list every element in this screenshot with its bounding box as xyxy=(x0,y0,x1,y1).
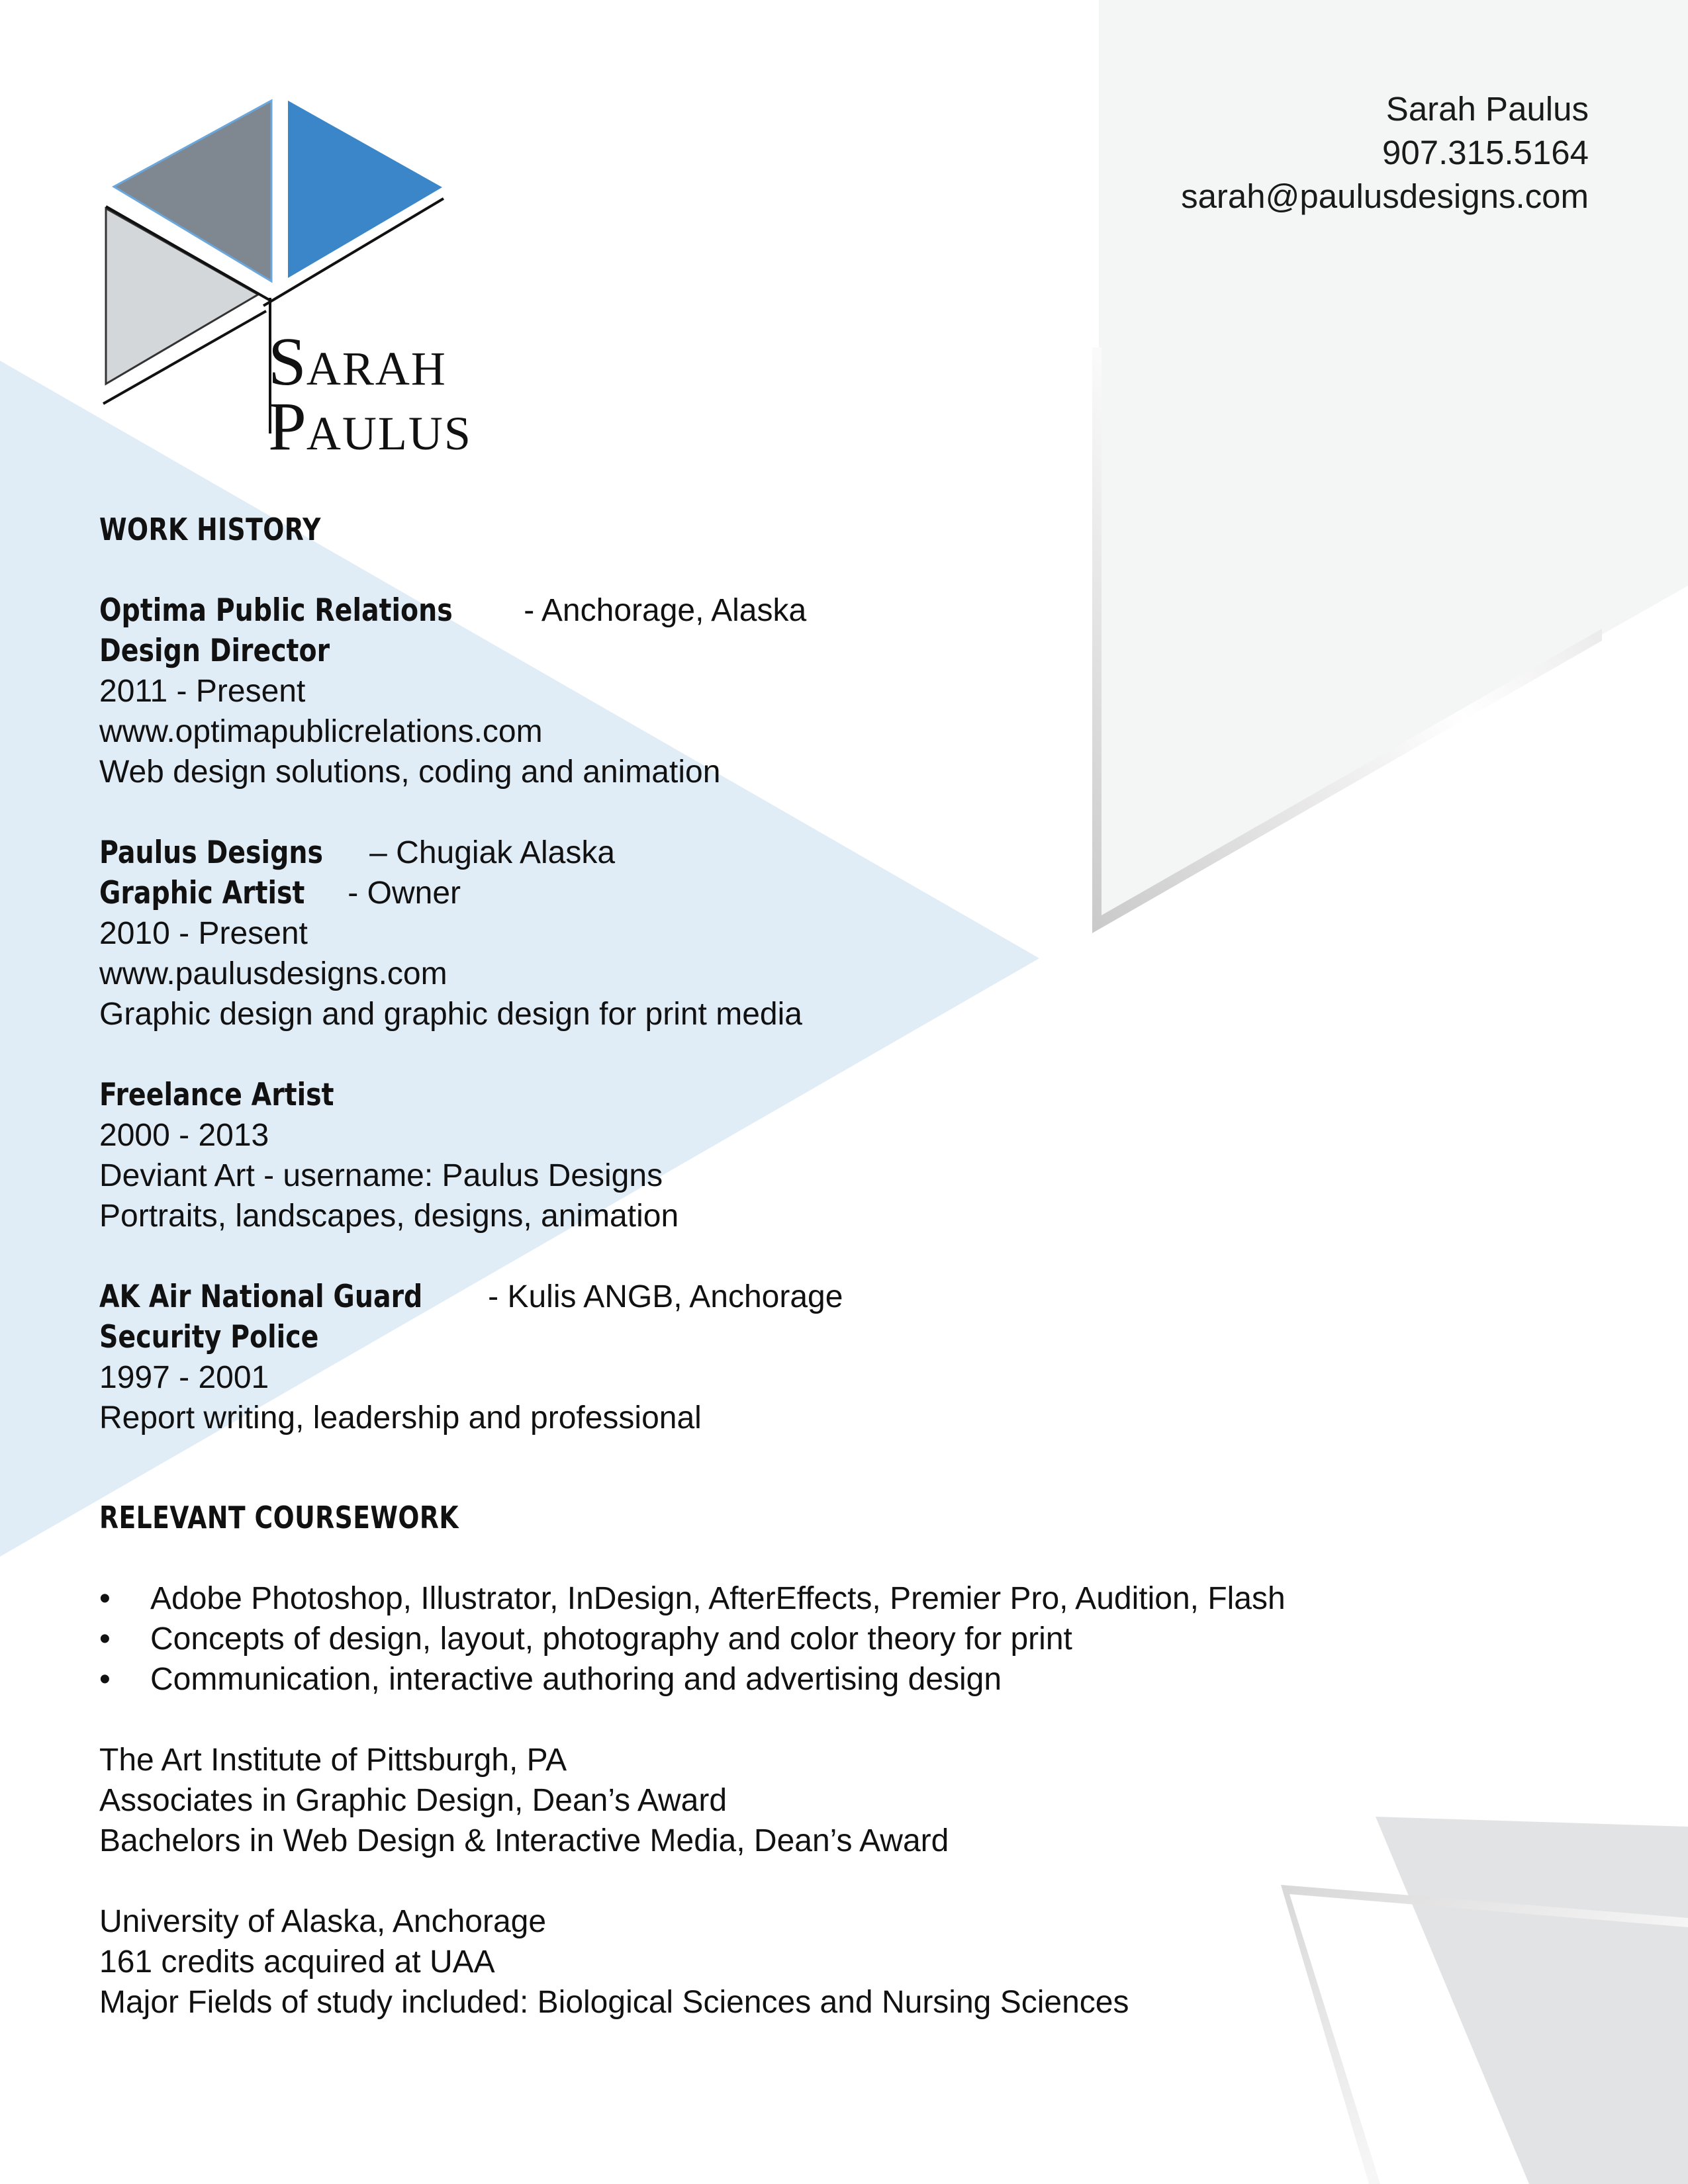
job-dates: 2011 - Present xyxy=(99,674,306,709)
job-company: AK Air National Guard xyxy=(99,1279,423,1315)
job-dates: 2010 - Present xyxy=(99,916,308,951)
school-entry xyxy=(99,1740,1489,1861)
list-item: • Concepts of design, layout, photography and color theory for print xyxy=(99,1619,1489,1659)
job-dates: 2000 - 2013 xyxy=(99,1118,269,1153)
job-role: Graphic Artist xyxy=(99,875,305,911)
coursework-heading: RELEVANT COURSEWORK xyxy=(99,1500,459,1535)
school-detail: Major Fields of study included: Biological Sciences and Nursing Sciences xyxy=(99,1985,1129,2020)
school-detail: Bachelors in Web Design & Interactive Media, Dean’s Award xyxy=(99,1823,949,1858)
work-history-heading: WORK HISTORY xyxy=(99,512,321,547)
job-description: Web design solutions, coding and animation xyxy=(99,754,721,790)
school-name: University of Alaska, Anchorage xyxy=(99,1904,547,1939)
job-role-suffix: - Owner xyxy=(338,876,461,911)
resume-content xyxy=(99,510,1489,2023)
job-company: Paulus Designs xyxy=(99,835,323,871)
job-detail: Deviant Art - username: Paulus Designs xyxy=(99,1158,663,1193)
job-entry xyxy=(99,1075,1489,1236)
job-location: - Anchorage, Alaska xyxy=(514,593,807,628)
job-url[interactable]: www.paulusdesigns.com xyxy=(99,956,447,991)
school-entry xyxy=(99,1901,1489,2023)
job-company: Optima Public Relations xyxy=(99,592,453,629)
job-entry xyxy=(99,1277,1489,1438)
job-entry xyxy=(99,590,1489,792)
job-description: Portraits, landscapes, designs, animation xyxy=(99,1199,679,1234)
job-location: – Chugiak Alaska xyxy=(360,835,616,870)
job-entry xyxy=(99,833,1489,1034)
contact-name: Sarah Paulus xyxy=(1385,90,1589,128)
logo-wordmark xyxy=(268,324,472,465)
job-role: Design Director xyxy=(99,633,330,669)
logo-last-name: PAULUS xyxy=(268,388,472,465)
contact-email[interactable]: sarah@paulusdesigns.com xyxy=(1181,177,1589,215)
job-role: Security Police xyxy=(99,1319,319,1355)
logo-blue-triangle xyxy=(288,101,442,278)
contact-info xyxy=(1181,87,1589,218)
job-dates: 1997 - 2001 xyxy=(99,1360,269,1395)
job-location: - Kulis ANGB, Anchorage xyxy=(479,1279,843,1314)
job-description: Graphic design and graphic design for print media xyxy=(99,997,802,1032)
school-detail: Associates in Graphic Design, Dean’s Award xyxy=(99,1783,727,1818)
logo-first-name: SARAH xyxy=(268,324,447,400)
job-url[interactable]: www.optimapublicrelations.com xyxy=(99,714,543,749)
school-detail: 161 credits acquired at UAA xyxy=(99,1944,495,1979)
contact-phone[interactable]: 907.315.5164 xyxy=(1382,134,1589,171)
job-description: Report writing, leadership and professional xyxy=(99,1400,702,1435)
job-company: Freelance Artist xyxy=(99,1077,334,1113)
coursework-list xyxy=(99,1578,1489,1700)
list-item: • Communication, interactive authoring and advertising design xyxy=(99,1659,1489,1700)
list-item: • Adobe Photoshop, Illustrator, InDesign, AfterEffects, Premier Pro, Audition, Flash xyxy=(99,1578,1489,1619)
school-name: The Art Institute of Pittsburgh, PA xyxy=(99,1743,567,1778)
